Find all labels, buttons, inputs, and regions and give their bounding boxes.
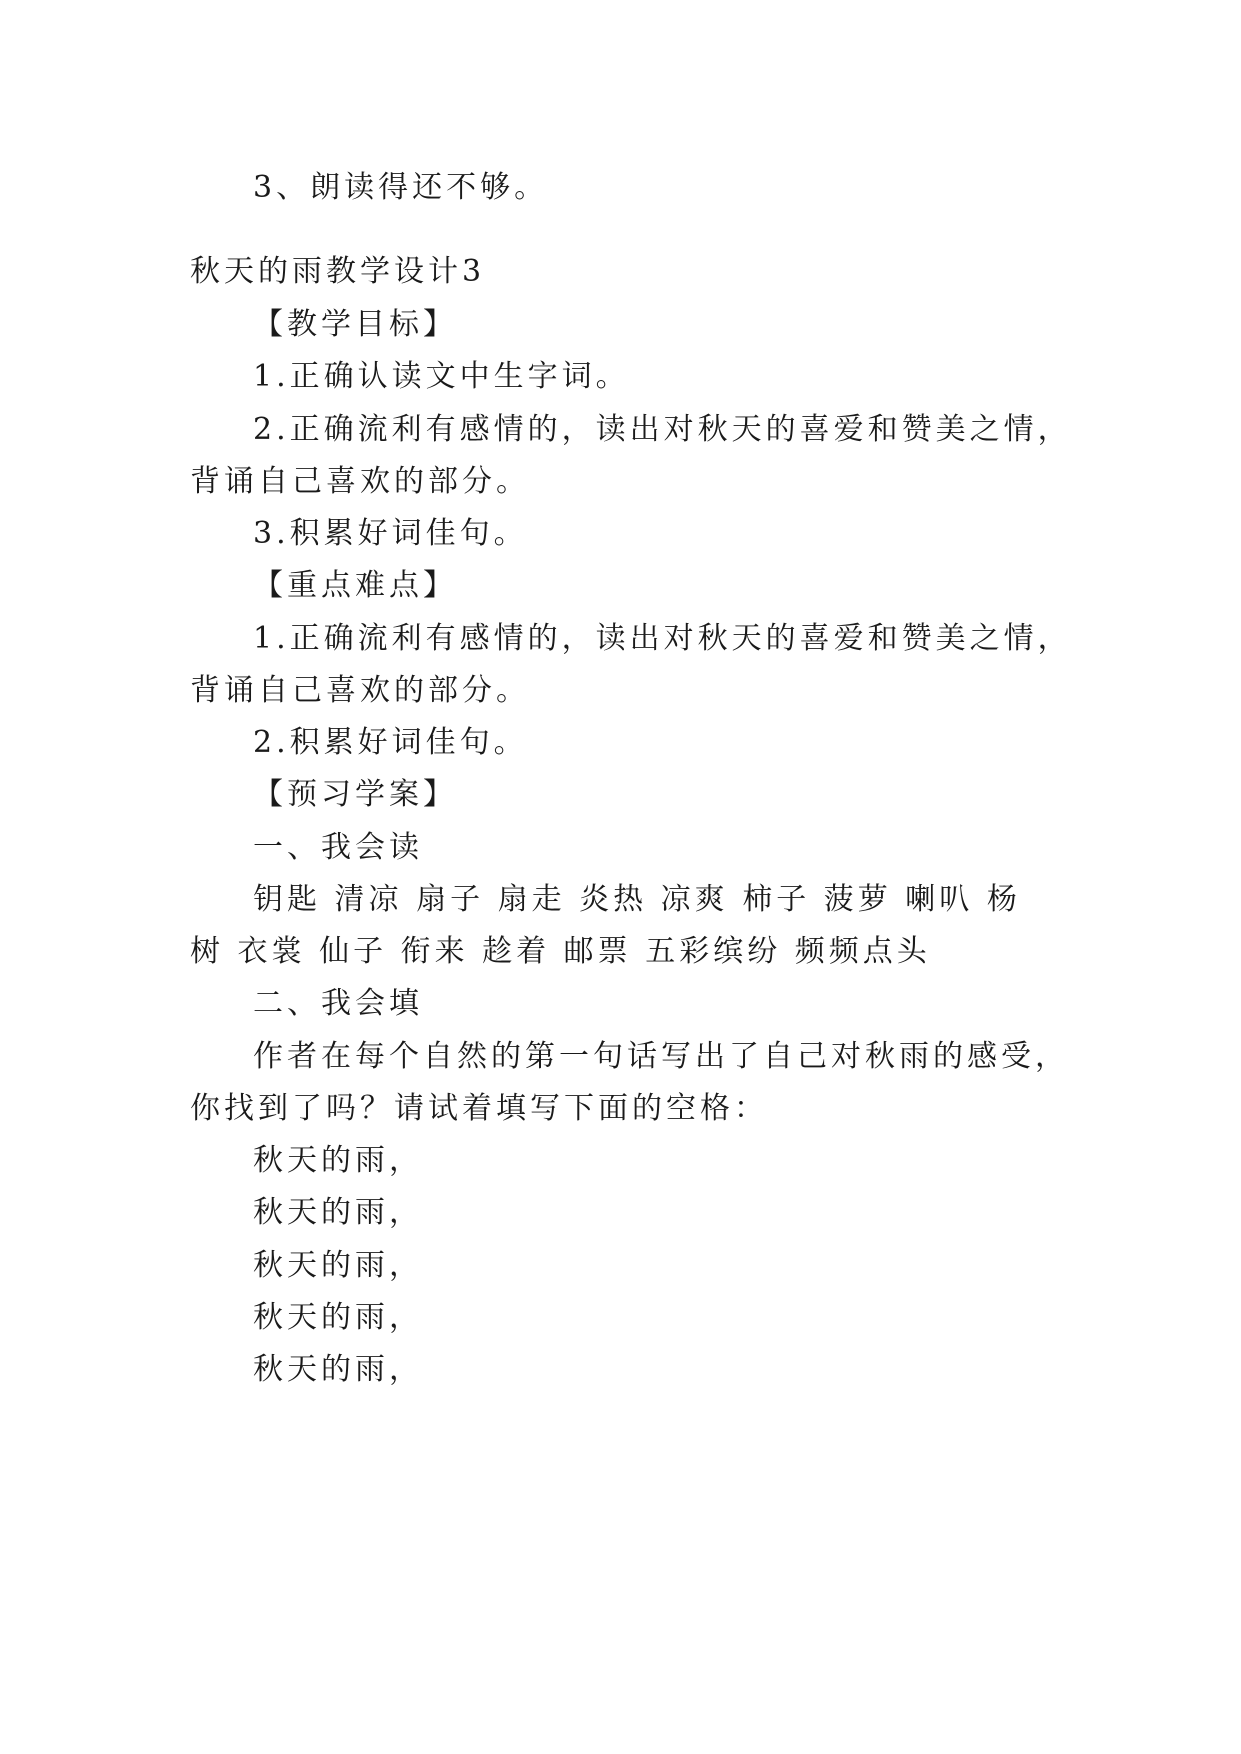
list-item: 2.正确流利有感情的，读出对秋天的喜爱和赞美之情， <box>253 412 1072 447</box>
fill-blank-line: 秋天的雨， <box>253 1352 423 1387</box>
word-list: 钥匙 清凉 扇子 扇走 炎热 凉爽 柿子 菠萝 喇叭 杨 <box>253 882 1021 917</box>
heading-teaching-goals: 【教学目标】 <box>253 307 457 342</box>
paragraph-continued: 你找到了吗？请试着填写下面的空格： <box>190 1091 768 1126</box>
subheading-fill: 二、我会填 <box>253 986 423 1021</box>
list-item: 2.积累好词佳句。 <box>253 725 528 760</box>
fill-blank-line: 秋天的雨， <box>253 1248 423 1283</box>
subheading-read: 一、我会读 <box>253 830 423 865</box>
fill-blank-line: 秋天的雨， <box>253 1195 423 1230</box>
heading-preview: 【预习学案】 <box>253 777 457 812</box>
list-item: 1.正确流利有感情的，读出对秋天的喜爱和赞美之情， <box>253 621 1072 656</box>
heading-key-points: 【重点难点】 <box>253 568 457 603</box>
fill-blank-line: 秋天的雨， <box>253 1300 423 1335</box>
section-title: 秋天的雨教学设计3 <box>190 254 486 289</box>
fill-blank-line: 秋天的雨， <box>253 1143 423 1178</box>
list-item: 1.正确认读文中生字词。 <box>253 359 630 394</box>
text-line: 3、朗读得还不够。 <box>253 170 549 205</box>
list-item-continued: 背诵自己喜欢的部分。 <box>190 464 530 499</box>
word-list-continued: 树 衣裳 仙子 衔来 趁着 邮票 五彩缤纷 频频点头 <box>190 934 931 969</box>
paragraph: 作者在每个自然的第一句话写出了自己对秋雨的感受， <box>253 1039 1069 1074</box>
list-item: 3.积累好词佳句。 <box>253 516 528 551</box>
list-item-continued: 背诵自己喜欢的部分。 <box>190 673 530 708</box>
